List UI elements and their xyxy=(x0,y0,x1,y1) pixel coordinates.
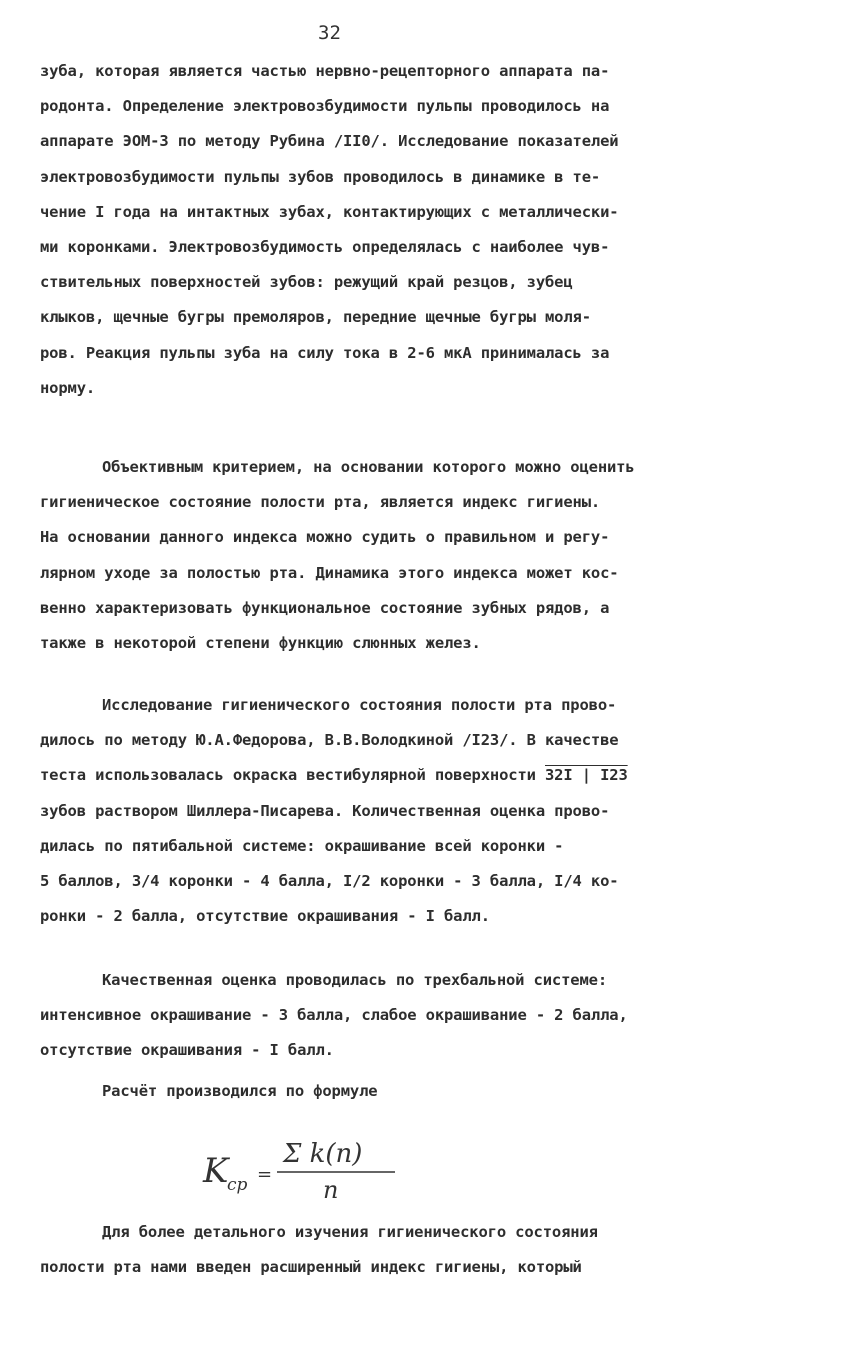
text-line: Качественная оценка проводилась по трехбальной системе: xyxy=(102,971,607,989)
formula-intro xyxy=(40,1074,840,1109)
text-line: ствительных поверхностей зубов: режущий край резцов, зубец xyxy=(40,273,573,292)
text-line: ми коронками. Электровозбудимость определялась с наиболее чув- xyxy=(40,237,610,256)
text-line: Для более детального изучения гигиенического состояния xyxy=(102,1223,598,1241)
formula-denominator: n xyxy=(323,1176,339,1204)
paragraph-electroexcitability xyxy=(40,54,840,406)
text-line: родонта. Определение электровозбудимости пульпы проводилось на xyxy=(40,97,610,116)
paragraph-extended-index xyxy=(40,1215,840,1285)
page-number: 32 xyxy=(318,22,341,44)
text-line xyxy=(40,758,840,793)
text-line: отсутствие окрашивания - I балл. xyxy=(40,1041,334,1060)
text-line: Исследование гигиенического состояния полости рта прово- xyxy=(102,696,617,714)
text-line: лярном уходе за полостью рта. Динамика этого индекса может кос- xyxy=(40,563,619,582)
text-line: ров. Реакция пульпы зуба на силу тока в 2-6 мкА принималась за xyxy=(40,343,610,362)
hygiene-index-formula xyxy=(195,1134,425,1204)
text-line: 5 баллов, 3/4 коронки - 4 балла, I/2 коронки - 3 балла, I/4 ко- xyxy=(40,871,619,890)
text-line: также в некоторой степени функцию слюнных желез. xyxy=(40,633,481,652)
text-line: клыков, щечные бугры премоляров, передние щечные бугры моля- xyxy=(40,308,591,327)
text-line: интенсивное окрашивание - 3 балла, слабое окрашивание - 2 балла, xyxy=(40,1006,628,1025)
text-line: Объективным критерием, на основании которого можно оценить xyxy=(102,458,635,476)
text-line: гигиеническое состояние полости рта, является индекс гигиены. xyxy=(40,493,601,512)
formula-equals: = xyxy=(257,1164,273,1185)
paragraph-qualitative xyxy=(40,963,840,1069)
text-line: зуба, которая является частью нервно-рецепторного аппарата па- xyxy=(40,62,610,80)
tooth-formula: 32I | I23 xyxy=(545,766,628,785)
paragraph-hygiene-index xyxy=(40,450,840,661)
formula-lhs-subscript: ср xyxy=(227,1175,248,1195)
text-fragment: теста использовалась окраска вестибулярной поверхности xyxy=(40,766,545,785)
text-line: аппарате ЭОМ-3 по методу Рубина /II0/. Исследование показателей xyxy=(40,132,619,151)
text-line: норму. xyxy=(40,378,96,397)
text-line: полости рта нами введен расширенный индекс гигиены, который xyxy=(40,1258,582,1277)
text-line: Расчёт производился по формуле xyxy=(102,1082,378,1100)
text-line: ронки - 2 балла, отсутствие окрашивания - I балл. xyxy=(40,907,490,926)
text-line: дилось по методу Ю.А.Федорова, В.В.Володкиной /I23/. В качестве xyxy=(40,731,619,750)
formula-lhs: K xyxy=(203,1151,229,1191)
text-line: электровозбудимости пульпы зубов проводилось в динамике в те- xyxy=(40,167,601,186)
formula-numerator: Σ k(n) xyxy=(283,1139,363,1169)
paragraph-method xyxy=(40,688,840,934)
text-line: На основании данного индекса можно судить о правильном и регу- xyxy=(40,528,610,547)
text-line: венно характеризовать функциональное состояние зубных рядов, а xyxy=(40,598,610,617)
text-line: дилась по пятибальной системе: окрашивание всей коронки - xyxy=(40,836,564,855)
text-line: зубов раствором Шиллера-Писарева. Количественная оценка прово- xyxy=(40,801,610,820)
text-line: чение I года на интактных зубах, контактирующих с металлически- xyxy=(40,202,619,221)
